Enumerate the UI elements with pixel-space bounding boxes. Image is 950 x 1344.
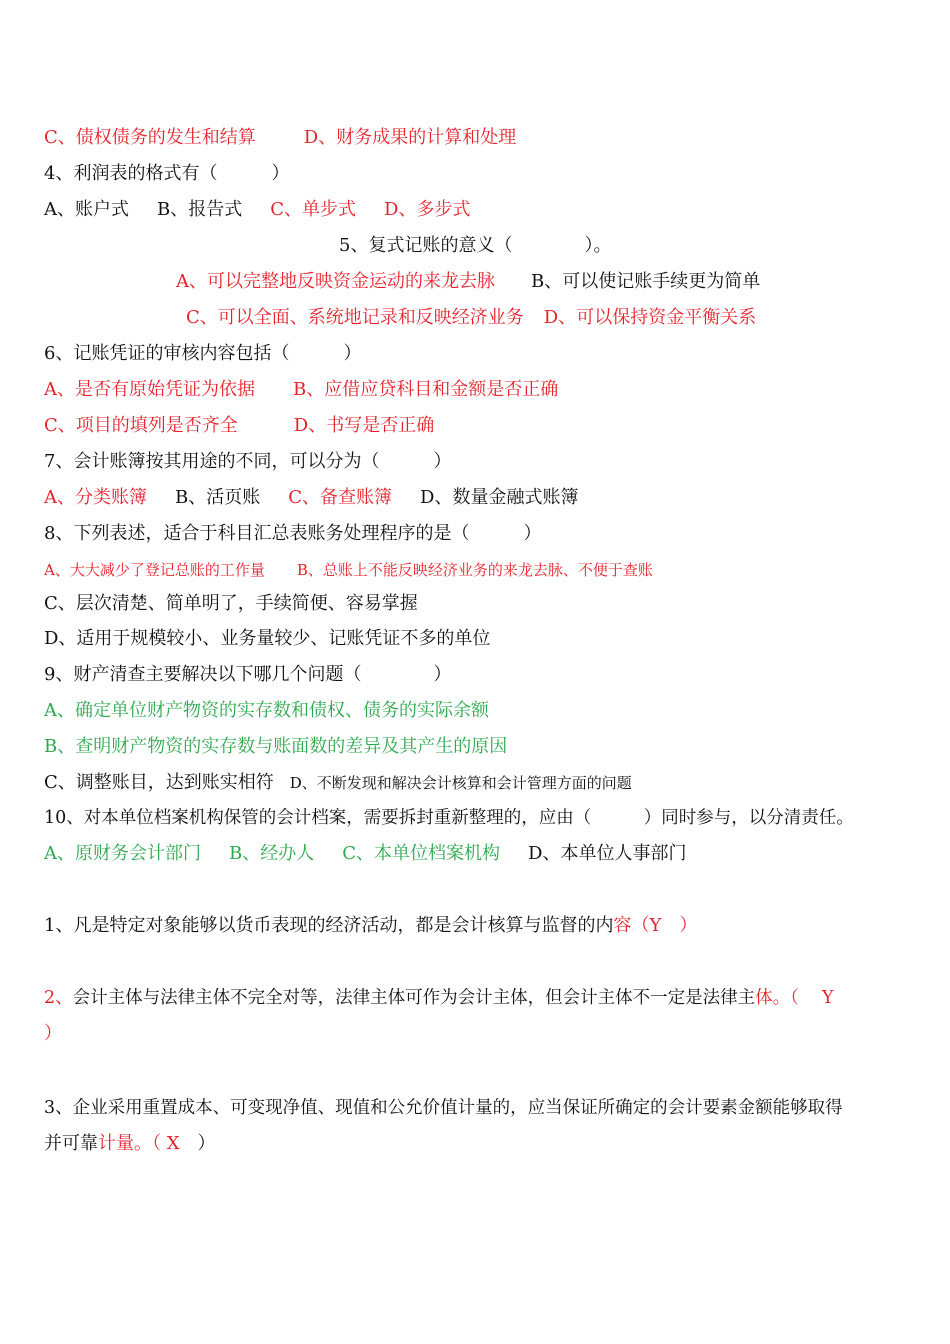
- q9-option-d: D、不断发现和解决会计核算和会计管理方面的问题: [289, 774, 632, 792]
- q10-option-a: A、原财务会计部门: [44, 843, 201, 864]
- tf1-statement: [44, 914, 697, 938]
- tf3-text2: 并可靠: [44, 1133, 98, 1154]
- q10-option-b: B、经办人: [229, 843, 315, 864]
- tf3-continuation: [44, 1132, 216, 1156]
- q6-option-b: B、应借应贷科目和金额是否正确: [293, 379, 559, 400]
- q3-options-cd: [44, 126, 516, 150]
- q4-option-c: C、单步式: [270, 199, 357, 220]
- q4-question: 4、利润表的格式有（ ）: [44, 163, 290, 184]
- q9-option-b: B、查明财产物资的实存数与账面数的差异及其产生的原因: [44, 736, 508, 757]
- q5-option-a: A、可以完整地反映资金运动的来龙去脉: [176, 271, 495, 292]
- q7-option-b: B、活页账: [175, 487, 261, 508]
- q5-option-d: D、可以保持资金平衡关系: [543, 307, 757, 328]
- q4-options: [44, 198, 470, 222]
- tf3-answer: 计量。（ X: [98, 1133, 180, 1154]
- q6-option-c: C、项目的填列是否齐全: [44, 415, 238, 436]
- q6-options-ab: [44, 378, 558, 402]
- tf2-close: ）: [44, 1023, 62, 1044]
- q5-options-ab: [176, 270, 760, 294]
- q5-options-cd: [186, 306, 756, 330]
- q8-options-ab: [44, 558, 653, 582]
- q9-question: 9、财产清查主要解决以下哪几个问题（ ）: [44, 664, 452, 685]
- tf3-close: ）: [179, 1133, 216, 1154]
- q10-options: [44, 842, 686, 866]
- tf2-answer: 体。（ Y: [755, 988, 834, 1008]
- q6-option-d: D、书写是否正确: [293, 415, 435, 436]
- q8-option-a: A、大大减少了登记总账的工作量: [44, 561, 265, 579]
- q8-question: 8、下列表述，适合于科目汇总表账务处理程序的是（ ）: [44, 523, 542, 544]
- q9-options-cd: [44, 771, 632, 795]
- q9-option-c: C、调整账目，达到账实相符: [44, 772, 274, 793]
- q9-option-a: A、确定单位财产物资的实存数和债权、债务的实际余额: [44, 700, 489, 721]
- q6-option-a: A、是否有原始凭证为依据: [44, 379, 255, 400]
- q8-option-d: D、适用于规模较小、业务量较少、记账凭证不多的单位: [44, 628, 491, 649]
- tf2-statement: [44, 986, 834, 1010]
- q4-option-a: A、账户式: [44, 199, 129, 220]
- q8-option-c: C、层次清楚、简单明了，手续简便、容易掌握: [44, 593, 418, 614]
- tf1-text: 1、凡是特定对象能够以货币表现的经济活动，都是会计核算与监督的内: [44, 915, 614, 936]
- q7-options: [44, 486, 578, 510]
- q5-question: 5、复式记账的意义（ ）。: [339, 235, 612, 256]
- q6-question: 6、记账凭证的审核内容包括（ ）: [44, 343, 362, 364]
- q5-option-c: C、可以全面、系统地记录和反映经济业务: [186, 307, 524, 328]
- q4-option-b: B、报告式: [157, 199, 243, 220]
- q5-option-b: B、可以使记账手续更为简单: [531, 271, 761, 292]
- tf3-statement: 3、企业采用重置成本、可变现净值、现值和公允价值计量的，应当保证所确定的会计要素金额能够取得: [44, 1098, 843, 1118]
- q10-option-c: C、本单位档案机构: [342, 843, 501, 864]
- q10-question: 10、对本单位档案机构保管的会计档案，需要拆封重新整理的，应由（ ）同时参与，以分清责任。: [44, 808, 854, 828]
- tf1-answer: 容（Y ）: [613, 915, 698, 936]
- tf2-number: 2、: [44, 988, 73, 1008]
- q8-option-b: B、总账上不能反映经济业务的来龙去脉、不便于查账: [296, 561, 653, 579]
- tf2-text: 会计主体与法律主体不完全对等，法律主体可作为会计主体，但会计主体不一定是法律主: [72, 988, 756, 1008]
- q7-option-d: D、数量金融式账簿: [420, 487, 579, 508]
- q7-option-c: C、备查账簿: [288, 487, 393, 508]
- q3-option-c: C、债权债务的发生和结算: [44, 127, 256, 148]
- q10-option-d: D、本单位人事部门: [528, 843, 687, 864]
- q3-option-d: D、财务成果的计算和处理: [303, 127, 517, 148]
- q6-options-cd: [44, 414, 434, 438]
- q7-question: 7、会计账簿按其用途的不同，可以分为（ ）: [44, 451, 452, 472]
- q4-option-d: D、多步式: [384, 199, 471, 220]
- q7-option-a: A、分类账簿: [44, 487, 147, 508]
